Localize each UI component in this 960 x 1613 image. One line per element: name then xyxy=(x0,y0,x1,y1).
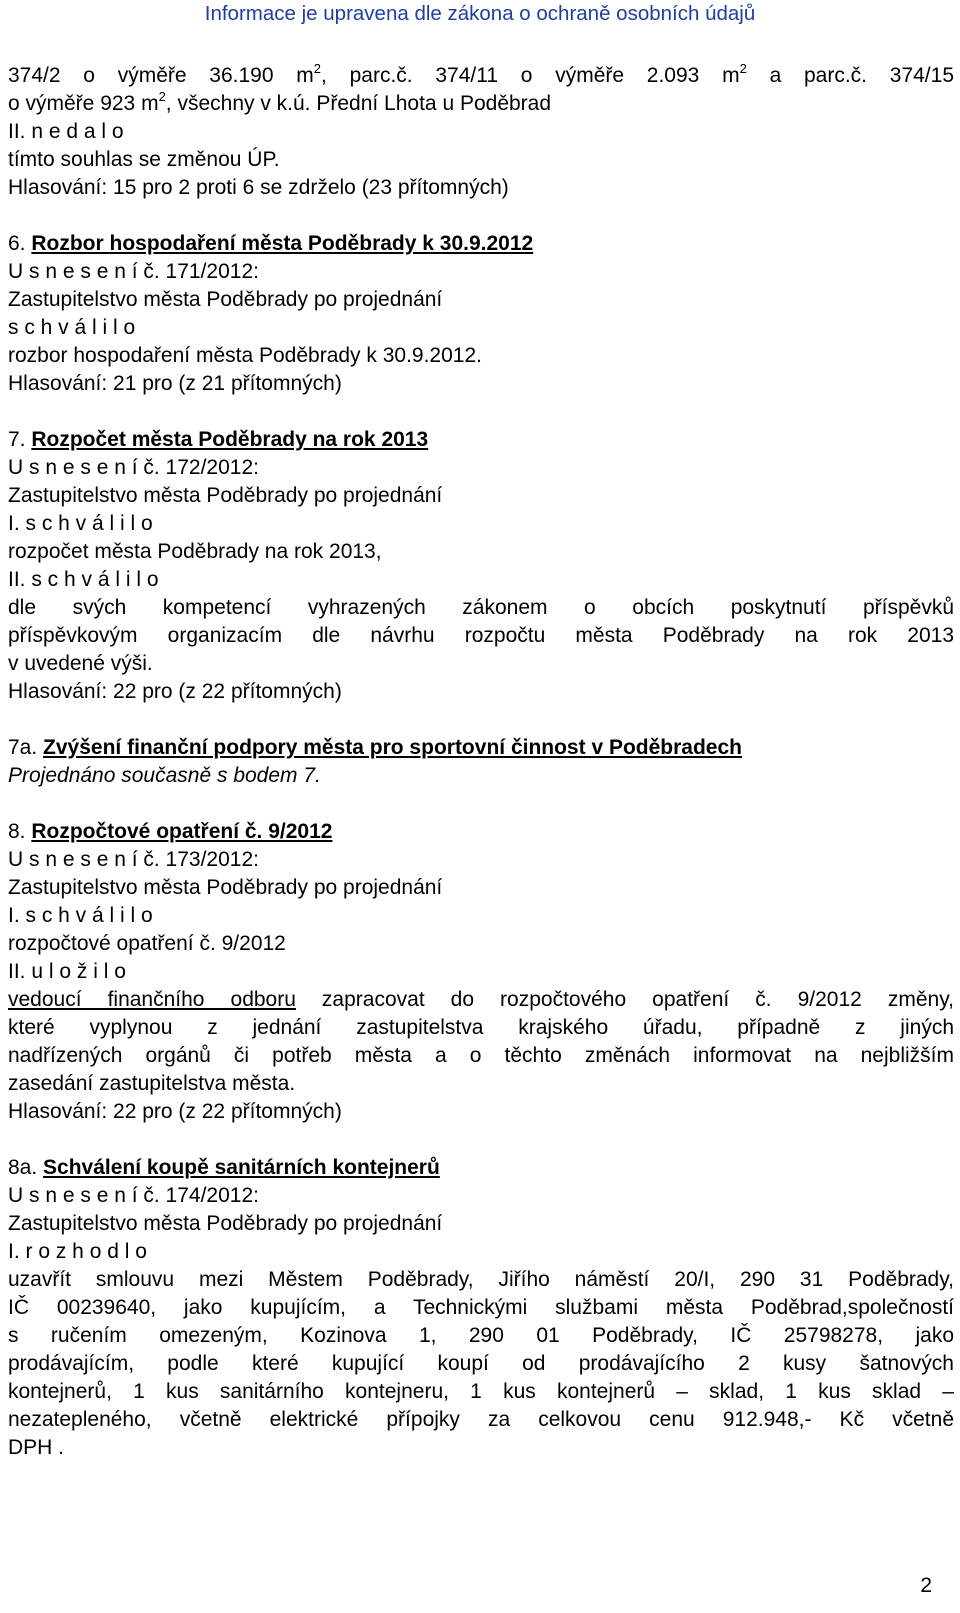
section-number: 7. xyxy=(8,428,32,451)
decision-text: tímto souhlas se změnou ÚP. xyxy=(8,148,280,171)
section-number: 8. xyxy=(8,820,32,843)
decision-verb: I. s c h v á l i l o xyxy=(8,904,153,927)
decision-text-line: v uvedené výši. xyxy=(8,652,153,675)
decision-text: rozbor hospodaření města Poděbrady k 30.9.2012. xyxy=(8,344,482,367)
decision-text: rozpočtové opatření č. 9/2012 xyxy=(8,932,286,955)
superscript: 2 xyxy=(158,89,166,104)
vote-result: Hlasování: 22 pro (z 22 přítomných) xyxy=(8,1100,342,1123)
section-number: 8a. xyxy=(8,1156,44,1179)
section-note: Projednáno současně s bodem 7. xyxy=(8,764,321,787)
decision-text-line: kontejnerů, 1 kus sanitárního kontejneru, 1 kus kontejnerů – sklad, 1 kus sklad – xyxy=(8,1380,954,1403)
decision-verb: II. n e d a l o xyxy=(8,120,124,143)
decision-text-line xyxy=(8,986,954,1014)
intro-line-2 xyxy=(8,90,954,118)
decision-verb: II. s c h v á l i l o xyxy=(8,568,159,591)
intro-text: o výměře 923 m xyxy=(8,92,159,115)
vote-result: Hlasování: 22 pro (z 22 přítomných) xyxy=(8,680,342,703)
council-line: Zastupitelstvo města Poděbrady po projednání xyxy=(8,1212,443,1235)
section-number: 7a. xyxy=(8,736,44,759)
decision-verb: I. s c h v á l i l o xyxy=(8,512,153,535)
section-title: Rozpočet města Poděbrady na rok 2013 xyxy=(31,428,429,451)
decision-text-line: zasedání zastupitelstva města. xyxy=(8,1072,296,1095)
decision-text-line: příspěvkovým organizacím dle návrhu rozpočtu města Poděbrady na rok 2013 xyxy=(8,624,954,647)
section-7a-heading xyxy=(8,734,954,762)
decision-text: rozpočet města Poděbrady na rok 2013, xyxy=(8,540,382,563)
superscript: 2 xyxy=(739,61,747,76)
superscript: 2 xyxy=(313,61,322,76)
section-8-heading xyxy=(8,818,954,846)
vote-result: Hlasování: 21 pro (z 21 přítomných) xyxy=(8,372,342,395)
page-number: 2 xyxy=(920,1574,932,1597)
section-number: 6. xyxy=(8,232,32,255)
responsible-person: vedoucí finančního odboru xyxy=(8,988,296,1011)
intro-text: , všechny v k.ú. Přední Lhota u Poděbrad xyxy=(165,92,552,115)
decision-text-line: DPH . xyxy=(8,1436,65,1459)
council-line: Zastupitelstvo města Poděbrady po projednání xyxy=(8,876,443,899)
resolution-number: U s n e s e n í č. 171/2012: xyxy=(8,260,259,283)
intro-text: , parc.č. 374/11 o výměře 2.093 m xyxy=(321,64,740,87)
decision-text-line: nezatepleného, včetně elektrické přípojky za celkovou cenu 912.948,- Kč včetně xyxy=(8,1408,954,1431)
vote-result: Hlasování: 15 pro 2 proti 6 se zdrželo (23 přítomných) xyxy=(8,176,509,199)
decision-text-line: prodávajícím, podle které kupující koupí od prodávajícího 2 kusy šatnových xyxy=(8,1352,954,1375)
decision-text-line: které vyplynou z jednání zastupitelstva krajského úřadu, případně z jiných xyxy=(8,1016,954,1039)
council-line: Zastupitelstvo města Poděbrady po projednání xyxy=(8,484,443,507)
section-8a-heading xyxy=(8,1154,954,1182)
decision-text: zapracovat do rozpočtového opatření č. 9/2012 změny, xyxy=(295,988,954,1011)
section-title: Rozpočtové opatření č. 9/2012 xyxy=(31,820,333,843)
decision-text-line: dle svých kompetencí vyhrazených zákonem o obcích poskytnutí příspěvků xyxy=(8,596,954,619)
decision-text-line: uzavřít smlouvu mezi Městem Poděbrady, Jiřího náměstí 20/I, 290 31 Poděbrady, xyxy=(8,1268,954,1291)
resolution-number: U s n e s e n í č. 172/2012: xyxy=(8,456,259,479)
decision-text-line: s ručením omezeným, Kozinova 1, 290 01 Poděbrady, IČ 25798278, jako xyxy=(8,1324,954,1347)
section-title: Rozbor hospodaření města Poděbrady k 30.9.2012 xyxy=(31,232,534,255)
privacy-header: Informace je upravena dle zákona o ochraně osobních údajů xyxy=(204,2,756,25)
decision-text-line: IČ 00239640, jako kupujícím, a Technickými službami města Poděbrad,společností xyxy=(8,1296,954,1319)
resolution-number: U s n e s e n í č. 174/2012: xyxy=(8,1184,259,1207)
section-7-heading xyxy=(8,426,954,454)
section-title: Schválení koupě sanitárních kontejnerů xyxy=(43,1156,440,1179)
section-title: Zvýšení finanční podpory města pro sportovní činnost v Poděbradech xyxy=(43,736,742,759)
intro-line-1 xyxy=(8,62,954,90)
decision-verb: I. r o z h o d l o xyxy=(8,1240,147,1263)
decision-text-line: nadřízených orgánů či potřeb města a o těchto změnách informovat na nejbližším xyxy=(8,1044,954,1067)
intro-text: 374/2 o výměře 36.190 m xyxy=(8,64,314,87)
intro-text: a parc.č. 374/15 xyxy=(746,64,954,87)
document-body xyxy=(8,62,954,1462)
council-line: Zastupitelstvo města Poděbrady po projednání xyxy=(8,288,443,311)
resolution-number: U s n e s e n í č. 173/2012: xyxy=(8,848,259,871)
decision-verb: II. u l o ž i l o xyxy=(8,960,126,983)
decision-verb: s c h v á l i l o xyxy=(8,316,136,339)
section-6-heading xyxy=(8,230,954,258)
